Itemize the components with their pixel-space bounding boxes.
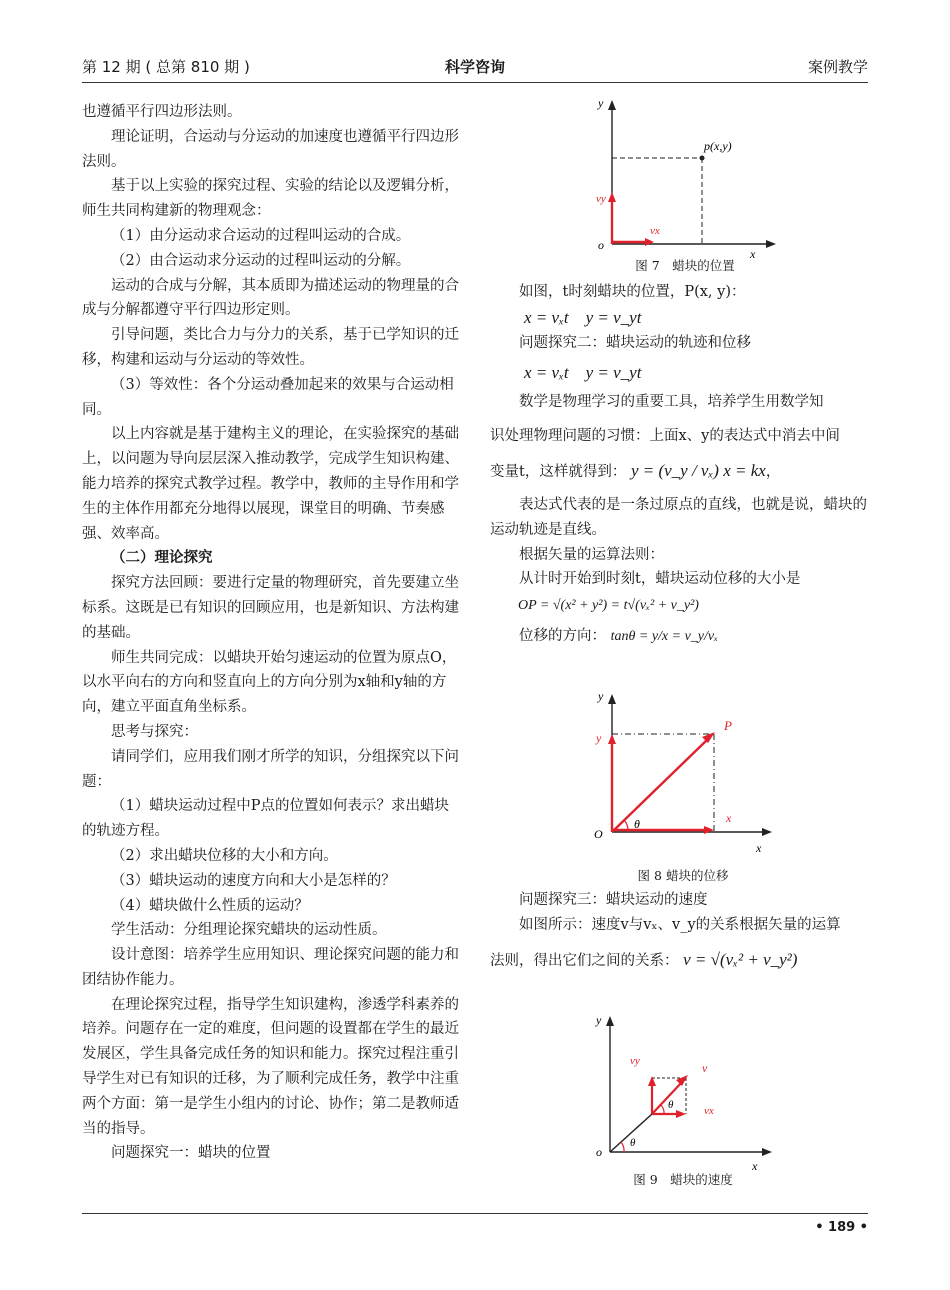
point-label: p(x,y) (704, 139, 732, 153)
paragraph: 基于以上实验的探究过程、实验的结论以及逻辑分析，师生共同构建新的物理观念： (82, 178, 459, 220)
page-header (82, 56, 868, 82)
paragraph: （1）由分运动求合运动的过程叫运动的合成。 (111, 227, 411, 244)
x-axis-label: x (750, 247, 756, 261)
paragraph-with-equation (490, 948, 870, 974)
text: ， (765, 464, 781, 481)
text: 位移的方向： (519, 628, 606, 645)
paragraph: （3）等效性：各个分运动叠加起来的效果与合运动相同。 (82, 376, 454, 418)
paragraph: 以上内容就是基于建构主义的理论，在实验探究的基础上，以问题为导向层层深入推动教学，完成学生知识构建、能力培养的探究式教学过程。教学中，教师的主导作用和学生的主体作用都充分地得以展现，课堂目的明确、节奏感强、效率高。 (82, 426, 459, 542)
angle-label: θ (634, 817, 640, 831)
paragraph: 从计时开始到时刻t，蜡块运动位移的大小是 (519, 571, 801, 588)
paragraph: 在理论探究过程，指导学生知识建构，渗透学科素养的培养。问题存在一定的难度，但问题的设置都在学生的最近发展区，学生具备完成任务的知识和能力。探究过程注重引导学生对已有知识的迁移，为了顺利完成任务，教学中注重两个方面：第一是学生小组内的讨论、协作；第二是教师适当的指导。 (82, 996, 459, 1137)
section-heading: （二）理论探究 (111, 550, 213, 567)
figure-7-caption: 图 7 蜡块的位置 (635, 258, 735, 273)
paragraph: （2）由合运动求分运动的过程叫运动的分解。 (111, 252, 411, 269)
issue-label: 第 12 期 ( 总第 810 期 ) (82, 58, 250, 76)
paragraph: 识处理物理问题的习惯：上面x、y的表达式中消去中间 (490, 428, 840, 445)
figure-8 (588, 688, 778, 858)
paragraph: 请同学们，应用我们刚才所学的知识，分组探究以下问题： (82, 748, 459, 790)
paragraph: （4）蜡块做什么性质的运动？ (111, 897, 309, 914)
y-axis-label: y (598, 689, 604, 703)
paragraph: 理论证明，合运动与分运动的加速度也遵循平行四边形法则。 (82, 128, 459, 170)
vx-label: vx (704, 1105, 714, 1117)
paragraph: 如图，t时刻蜡块的位置，P(x, y)： (519, 284, 746, 300)
footer-rule (82, 1213, 868, 1214)
paragraph: 问题探究二：蜡块运动的轨迹和位移 (519, 334, 751, 351)
figure-9 (588, 1010, 778, 1175)
origin-label: O (594, 827, 603, 841)
paragraph-with-equation (490, 459, 870, 485)
y-axis-label: y (598, 96, 604, 110)
header-rule (82, 82, 868, 83)
paragraph: 探究方法回顾：要进行定量的物理研究，首先要建立坐标系。这既是已有知识的回顾应用，也是新知识、方法构建的基础。 (82, 575, 459, 641)
paragraph: 运动的合成与分解，其本质即为描述运动的物理量的合成与分解都遵守平行四边形定则。 (82, 277, 459, 319)
paragraph: 表达式代表的是一条过原点的直线，也就是说，蜡块的运动轨迹是直线。 (490, 496, 867, 538)
paragraph: 引导问题，类比合力与分力的关系，基于已学知识的迁移，构建和运动与分运动的等效性。 (82, 327, 459, 368)
equation-trajectory: y = (v_y / vₓ) x = kx (630, 461, 766, 481)
section-label: 案例教学 (807, 58, 868, 76)
paragraph: 问题探究三：蜡块运动的速度 (519, 892, 708, 908)
point-label: P (724, 718, 732, 733)
x-axis-label: x (752, 1159, 758, 1173)
vx-label: vx (650, 225, 660, 237)
paragraph: 如图所示：速度v与vₓ、v_y的关系根据矢量的运算 (519, 916, 841, 933)
vy-label: vy (630, 1055, 640, 1067)
paragraph: 也遵循平行四边形法则。 (82, 104, 242, 120)
paragraph: 设计意图：培养学生应用知识、理论探究问题的能力和团结协作能力。 (82, 947, 459, 988)
paragraph: （2）求出蜡块位移的大小和方向。 (111, 847, 338, 864)
paragraph: 思考与探究： (111, 723, 198, 740)
origin-label: o (596, 1145, 602, 1159)
y-axis-label: y (596, 1013, 602, 1027)
left-column (82, 100, 462, 1166)
text: 变量t，这样就得到： (490, 464, 627, 481)
paragraph: （1）蜡块运动过程中P点的位置如何表示？求出蜡块的轨迹方程。 (82, 798, 449, 840)
text: 法则，得出它们之间的关系： (490, 952, 679, 969)
paragraph: 根据矢量的运算法则： (519, 546, 664, 563)
angle-label-origin: θ (630, 1137, 636, 1149)
figure-8-caption: 图 8 蜡块的位移 (637, 868, 729, 883)
equation-displacement: OP = √(x² + y²) = t√(vₓ² + v_y²) (518, 598, 699, 614)
equation-position-2: x = vₓt y = v_yt (524, 362, 642, 382)
equation-position: x = vₓt y = v_yt (524, 307, 642, 327)
journal-title: 科学咨询 (444, 58, 505, 76)
right-column-top (490, 280, 870, 650)
angle-label-inner: θ (668, 1099, 674, 1111)
vy-label: vy (596, 193, 606, 205)
paragraph-with-equation (490, 624, 870, 650)
right-column-middle (490, 888, 870, 973)
paragraph: 数学是物理学习的重要工具，培养学生用数学知 (519, 393, 824, 410)
x-component-label: x (726, 811, 732, 825)
paragraph: 学生活动：分组理论探究蜡块的运动性质。 (111, 922, 387, 939)
paragraph: 问题探究一：蜡块的位置 (111, 1145, 271, 1162)
paragraph: 师生共同完成：以蜡块开始匀速运动的位置为原点O，以水平向右的方向和竖直向上的方向分别为x轴和y轴的方向，建立平面直角坐标系。 (82, 649, 457, 716)
figure-7 (590, 94, 780, 262)
x-axis-label: x (756, 841, 762, 855)
v-label: v (702, 1061, 708, 1075)
origin-label: o (598, 238, 604, 252)
y-component-label: y (596, 731, 602, 745)
paragraph: （3）蜡块运动的速度方向和大小是怎样的？ (111, 872, 396, 889)
page-number: • 189 • (815, 1220, 868, 1235)
equation-direction: tanθ = y/x = v_y/vₓ (610, 629, 719, 645)
figure-9-caption: 图 9 蜡块的速度 (633, 1172, 733, 1187)
equation-velocity: v = √(vₓ² + v_y²) (683, 949, 798, 969)
